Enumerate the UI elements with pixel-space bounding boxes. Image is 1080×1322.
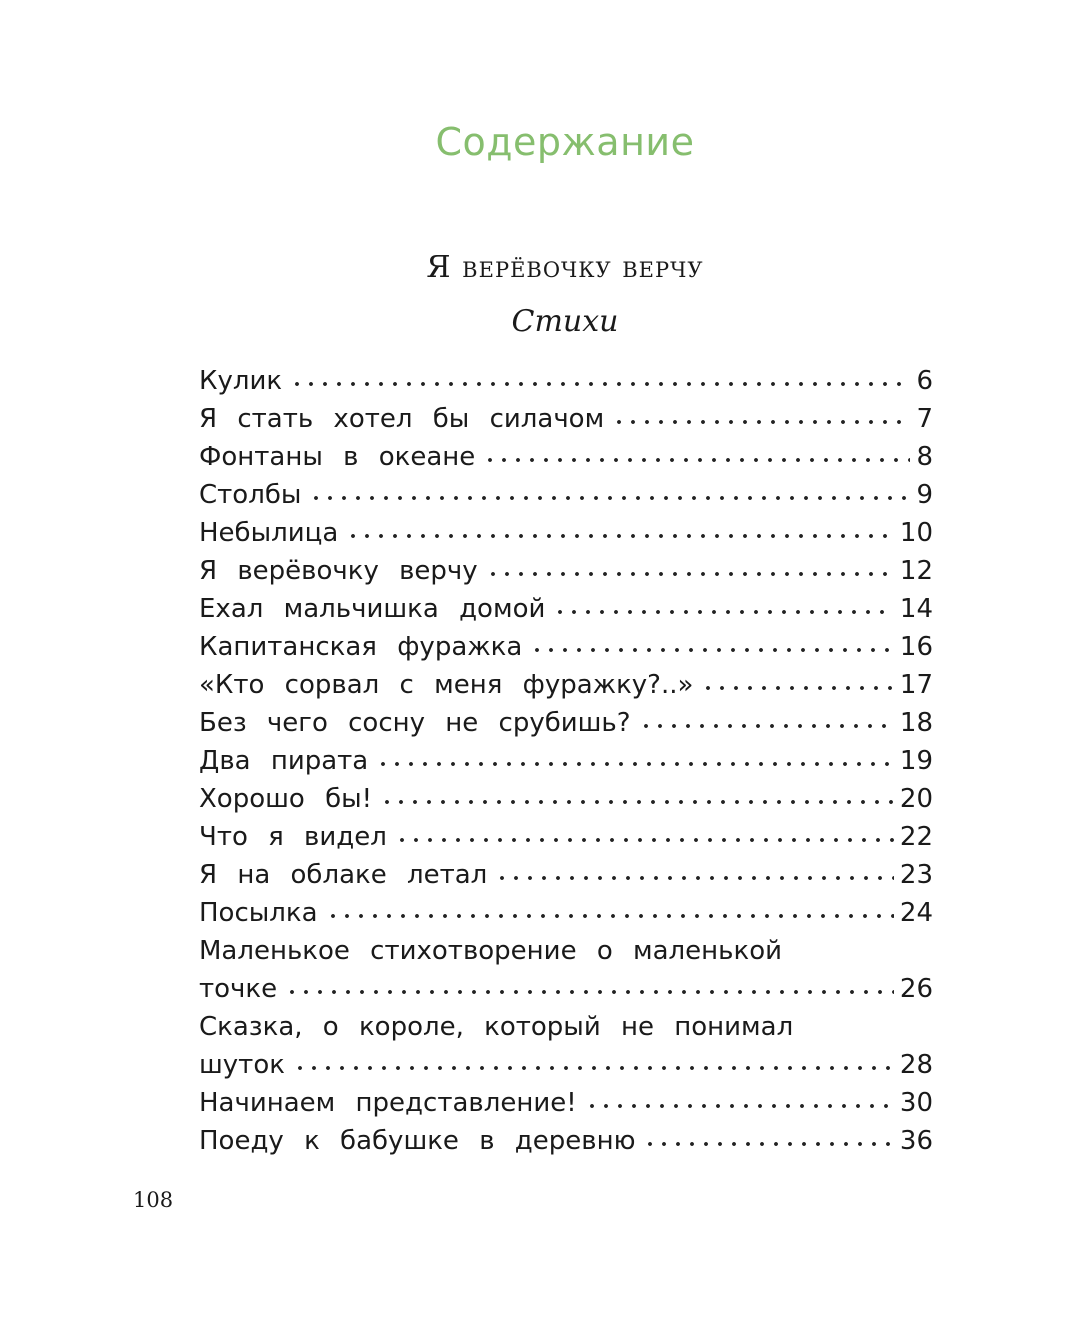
- toc-entry-last-line: [199, 970, 933, 1008]
- toc-entry[interactable]: [199, 590, 933, 628]
- dot-leader: [639, 719, 894, 729]
- dot-leader: [483, 453, 910, 463]
- toc-entry[interactable]: [199, 1122, 933, 1160]
- dot-leader: [380, 795, 894, 805]
- toc-entry[interactable]: [199, 894, 933, 932]
- toc-entry-title: Что я видел: [199, 822, 387, 852]
- toc-entry[interactable]: [199, 666, 933, 704]
- toc-entry-page: 26: [899, 974, 933, 1004]
- toc-entry[interactable]: [199, 856, 933, 894]
- toc-entry-title: Столбы: [199, 480, 302, 510]
- toc-entry[interactable]: [199, 742, 933, 780]
- toc-entry[interactable]: [199, 476, 933, 514]
- toc-entry-title: шуток: [199, 1050, 285, 1080]
- toc-entry-page: 9: [916, 480, 933, 510]
- table-of-contents: [199, 362, 933, 1160]
- toc-entry-title: Я на облаке летал: [199, 860, 488, 890]
- toc-entry-title-line1: Маленькое стихотворение о маленькой: [199, 936, 783, 966]
- toc-entry-page: 12: [899, 556, 933, 586]
- toc-entry[interactable]: [199, 628, 933, 666]
- toc-entry-page: 19: [899, 746, 933, 776]
- dot-leader: [285, 985, 894, 995]
- dot-leader: [290, 377, 910, 387]
- toc-entry[interactable]: [199, 362, 933, 400]
- toc-entry-title: Небылица: [199, 518, 339, 548]
- toc-entry-title: Капитанская фуражка: [199, 632, 523, 662]
- dot-leader: [585, 1099, 894, 1109]
- dot-leader: [346, 529, 894, 539]
- toc-entry-page: 30: [899, 1088, 933, 1118]
- toc-entry-page: 17: [899, 670, 933, 700]
- dot-leader: [326, 909, 894, 919]
- toc-entry-page: 20: [899, 784, 933, 814]
- toc-entry-title: Хорошо бы!: [199, 784, 373, 814]
- toc-entry[interactable]: [199, 438, 933, 476]
- toc-entry-page: 16: [899, 632, 933, 662]
- toc-entry[interactable]: [199, 514, 933, 552]
- section-title: Я верёвочку верчу: [426, 250, 704, 285]
- dot-leader: [293, 1061, 894, 1071]
- toc-entry-page: 23: [899, 860, 933, 890]
- dot-leader: [612, 415, 910, 425]
- toc-entry-title: Кулик: [199, 366, 283, 396]
- dot-leader: [376, 757, 894, 767]
- toc-entry[interactable]: [199, 400, 933, 438]
- toc-entry[interactable]: [199, 780, 933, 818]
- toc-entry-last-line: [199, 1046, 933, 1084]
- toc-entry-page: 6: [916, 366, 933, 396]
- toc-entry-title: Поеду к бабушке в деревню: [199, 1126, 636, 1156]
- toc-entry-page: 22: [899, 822, 933, 852]
- dot-leader: [643, 1137, 893, 1147]
- toc-entry-page: 7: [916, 404, 933, 434]
- toc-entry-title: Два пирата: [199, 746, 369, 776]
- toc-entry-title: Начинаем представление!: [199, 1088, 577, 1118]
- toc-entry-title: Ехал мальчишка домой: [199, 594, 546, 624]
- page-number: 108: [133, 1188, 174, 1212]
- toc-entry-title: «Кто сорвал с меня фуражку?..»: [199, 670, 694, 700]
- toc-entry-page: 14: [899, 594, 933, 624]
- dot-leader: [530, 643, 894, 653]
- toc-entry-title: Без чего сосну не срубишь?: [199, 708, 631, 738]
- toc-entry-page: 28: [899, 1050, 933, 1080]
- toc-entry-page: 36: [899, 1126, 933, 1156]
- toc-entry-title: Я верёвочку верчу: [199, 556, 478, 586]
- toc-entry-page: 10: [899, 518, 933, 548]
- toc-entry-multiline[interactable]: [199, 932, 933, 1008]
- toc-entry-page: 8: [916, 442, 933, 472]
- dot-leader: [553, 605, 894, 615]
- toc-entry-title-line1: Сказка, о короле, который не понимал: [199, 1012, 794, 1042]
- toc-entry[interactable]: [199, 552, 933, 590]
- toc-entry[interactable]: [199, 818, 933, 856]
- dot-leader: [701, 681, 894, 691]
- section-subtitle: Стихи: [511, 304, 619, 339]
- dot-leader: [395, 833, 894, 843]
- toc-entry-page: 24: [899, 898, 933, 928]
- dot-leader: [486, 567, 894, 577]
- toc-entry-title: Фонтаны в океане: [199, 442, 476, 472]
- toc-entry[interactable]: [199, 1084, 933, 1122]
- toc-entry-page: 18: [899, 708, 933, 738]
- toc-entry-title: Я стать хотел бы силачом: [199, 404, 605, 434]
- toc-entry[interactable]: [199, 704, 933, 742]
- dot-leader: [495, 871, 894, 881]
- dot-leader: [309, 491, 910, 501]
- toc-entry-title: Посылка: [199, 898, 318, 928]
- toc-entry-title: точке: [199, 974, 278, 1004]
- toc-entry-multiline[interactable]: [199, 1008, 933, 1084]
- page-title: Содержание: [435, 120, 695, 164]
